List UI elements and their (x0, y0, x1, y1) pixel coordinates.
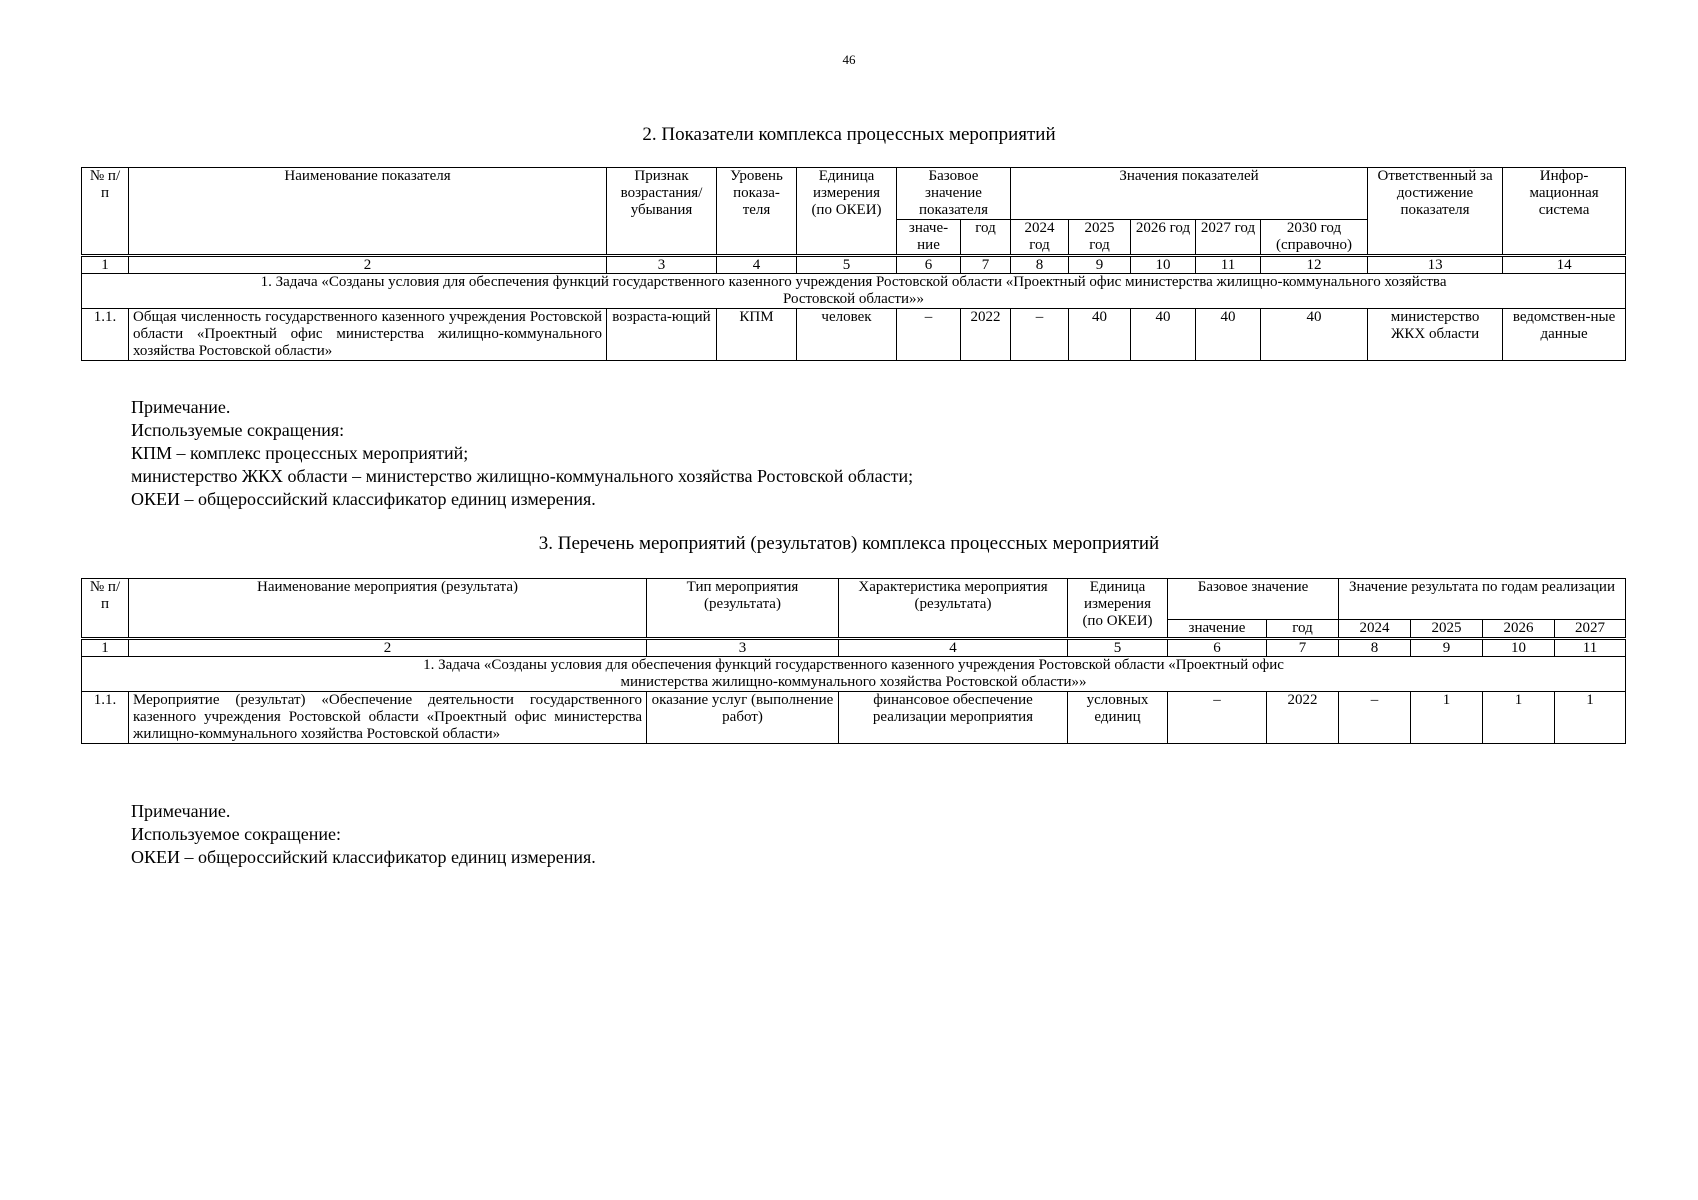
col-index: 2 (129, 639, 647, 657)
col-index: 3 (647, 639, 839, 657)
col-index: 2 (129, 256, 607, 274)
col-index: 6 (1168, 639, 1267, 657)
col-num-header: № п/п (82, 168, 129, 256)
col-system-header: Инфор-мационная система (1503, 168, 1626, 256)
col-index: 5 (1068, 639, 1168, 657)
col-index: 13 (1368, 256, 1503, 274)
col-result-header: Значение результата по годам реализации (1339, 579, 1626, 620)
col-unit-header: Единица измерения (по ОКЕИ) (797, 168, 897, 256)
row-base-value: – (897, 309, 961, 361)
col-index: 10 (1483, 639, 1555, 657)
section-3-title: 3. Перечень мероприятий (результатов) комплекса процессных мероприятий (538, 533, 1160, 554)
indicators-table (81, 167, 1626, 361)
col-2026-header: 2026 год (1131, 220, 1196, 256)
col-responsible-header: Ответственный за достижение показателя (1368, 168, 1503, 256)
col-index: 7 (961, 256, 1011, 274)
row-2027: 40 (1196, 309, 1261, 361)
col-index: 8 (1339, 639, 1411, 657)
row-level: КПМ (717, 309, 797, 361)
task-cell: 1. Задача «Созданы условия для обеспечения функций государственного казенного учреждения Ростовской области «Проектный офис министерства жилищно-коммунального хозяйства Ростовской области»» (82, 274, 1626, 309)
task-row (82, 274, 1626, 309)
row-system: ведомствен-ные данные (1503, 309, 1626, 361)
col-index: 1 (82, 256, 129, 274)
page-number: 46 (842, 52, 856, 67)
column-index-row (82, 639, 1626, 657)
header-row-1 (82, 168, 1626, 220)
row-trend: возраста-ющий (607, 309, 717, 361)
note-line: Используемое сокращение: (131, 824, 341, 844)
task-row (82, 657, 1626, 692)
col-2027-header: 2027 год (1196, 220, 1261, 256)
note-line: КПМ – комплекс процессных мероприятий; (131, 443, 469, 463)
notes-section-2 (131, 396, 913, 511)
measures-table (81, 578, 1626, 744)
col-index: 9 (1411, 639, 1483, 657)
note-line: министерство ЖКХ области – министерство жилищно-коммунального хозяйства Ростовской области; (131, 466, 914, 486)
col-base-year-header: год (961, 220, 1011, 256)
note-line: Примечание. (131, 801, 231, 821)
table-row (82, 309, 1626, 361)
task-cell: 1. Задача «Созданы условия для обеспечения функций государственного казенного учреждения Ростовской области «Проектный офис министерства жилищно-коммунального хозяйства Ростовской области»» (82, 657, 1626, 692)
col-base-value-header: значение (1168, 620, 1267, 639)
col-values-header: Значения показателей (1011, 168, 1368, 220)
col-base-year-header: год (1267, 620, 1339, 639)
row-2025: 40 (1069, 309, 1131, 361)
row-2026: 40 (1131, 309, 1196, 361)
row-num: 1.1. (82, 692, 129, 744)
col-index: 11 (1555, 639, 1626, 657)
col-index: 4 (717, 256, 797, 274)
note-line: ОКЕИ – общероссийский классификатор единиц измерения. (131, 489, 596, 509)
col-2027-header: 2027 (1555, 620, 1626, 639)
note-line: Примечание. (131, 397, 231, 417)
row-2024: – (1339, 692, 1411, 744)
col-index: 5 (797, 256, 897, 274)
col-index: 9 (1069, 256, 1131, 274)
col-base-header: Базовое значение показателя (897, 168, 1011, 220)
row-2027: 1 (1555, 692, 1626, 744)
row-unit: условных единиц (1068, 692, 1168, 744)
row-2024: – (1011, 309, 1069, 361)
col-index: 12 (1261, 256, 1368, 274)
col-trend-header: Признак возрастания/ убывания (607, 168, 717, 256)
col-2024-header: 2024 год (1011, 220, 1069, 256)
row-unit: человек (797, 309, 897, 361)
col-name-header: Наименование мероприятия (результата) (129, 579, 647, 639)
col-index: 1 (82, 639, 129, 657)
section-2-title: 2. Показатели комплекса процессных мероприятий (642, 124, 1056, 145)
notes-section-3 (131, 800, 596, 869)
col-2024-header: 2024 (1339, 620, 1411, 639)
row-2030: 40 (1261, 309, 1368, 361)
row-base-value: – (1168, 692, 1267, 744)
note-line: Используемые сокращения: (131, 420, 345, 440)
note-line: ОКЕИ – общероссийский классификатор единиц измерения. (131, 847, 596, 867)
col-index: 11 (1196, 256, 1261, 274)
col-index: 4 (839, 639, 1068, 657)
col-index: 10 (1131, 256, 1196, 274)
row-base-year: 2022 (961, 309, 1011, 361)
row-2025: 1 (1411, 692, 1483, 744)
col-index: 14 (1503, 256, 1626, 274)
col-base-header: Базовое значение (1168, 579, 1339, 620)
column-index-row (82, 256, 1626, 274)
col-index: 8 (1011, 256, 1069, 274)
row-name: Мероприятие (результат) «Обеспечение деятельности государственного казенного учреждения Ростовской области «Проектный офис министерства жилищно-коммунального хозяйства Ростовской области» (129, 692, 647, 744)
row-num: 1.1. (82, 309, 129, 361)
col-char-header: Характеристика мероприятия (результата) (839, 579, 1068, 639)
col-base-value-header: значе-ние (897, 220, 961, 256)
col-2025-header: 2025 (1411, 620, 1483, 639)
row-2026: 1 (1483, 692, 1555, 744)
col-level-header: Уровень показа-теля (717, 168, 797, 256)
row-base-year: 2022 (1267, 692, 1339, 744)
col-2026-header: 2026 (1483, 620, 1555, 639)
row-responsible: министерство ЖКХ области (1368, 309, 1503, 361)
col-unit-header: Единица измерения (по ОКЕИ) (1068, 579, 1168, 639)
col-type-header: Тип мероприятия (результата) (647, 579, 839, 639)
row-char: финансовое обеспечение реализации мероприятия (839, 692, 1068, 744)
col-2025-header: 2025 год (1069, 220, 1131, 256)
col-index: 6 (897, 256, 961, 274)
header-row-1 (82, 579, 1626, 620)
row-type: оказание услуг (выполнение работ) (647, 692, 839, 744)
col-name-header: Наименование показателя (129, 168, 607, 256)
table-row (82, 692, 1626, 744)
row-name: Общая численность государственного казенного учреждения Ростовской области «Проектный офис министерства жилищно-коммунального хозяйства Ростовской области» (129, 309, 607, 361)
col-index: 3 (607, 256, 717, 274)
col-2030-header: 2030 год (справочно) (1261, 220, 1368, 256)
col-index: 7 (1267, 639, 1339, 657)
col-num-header: № п/п (82, 579, 129, 639)
